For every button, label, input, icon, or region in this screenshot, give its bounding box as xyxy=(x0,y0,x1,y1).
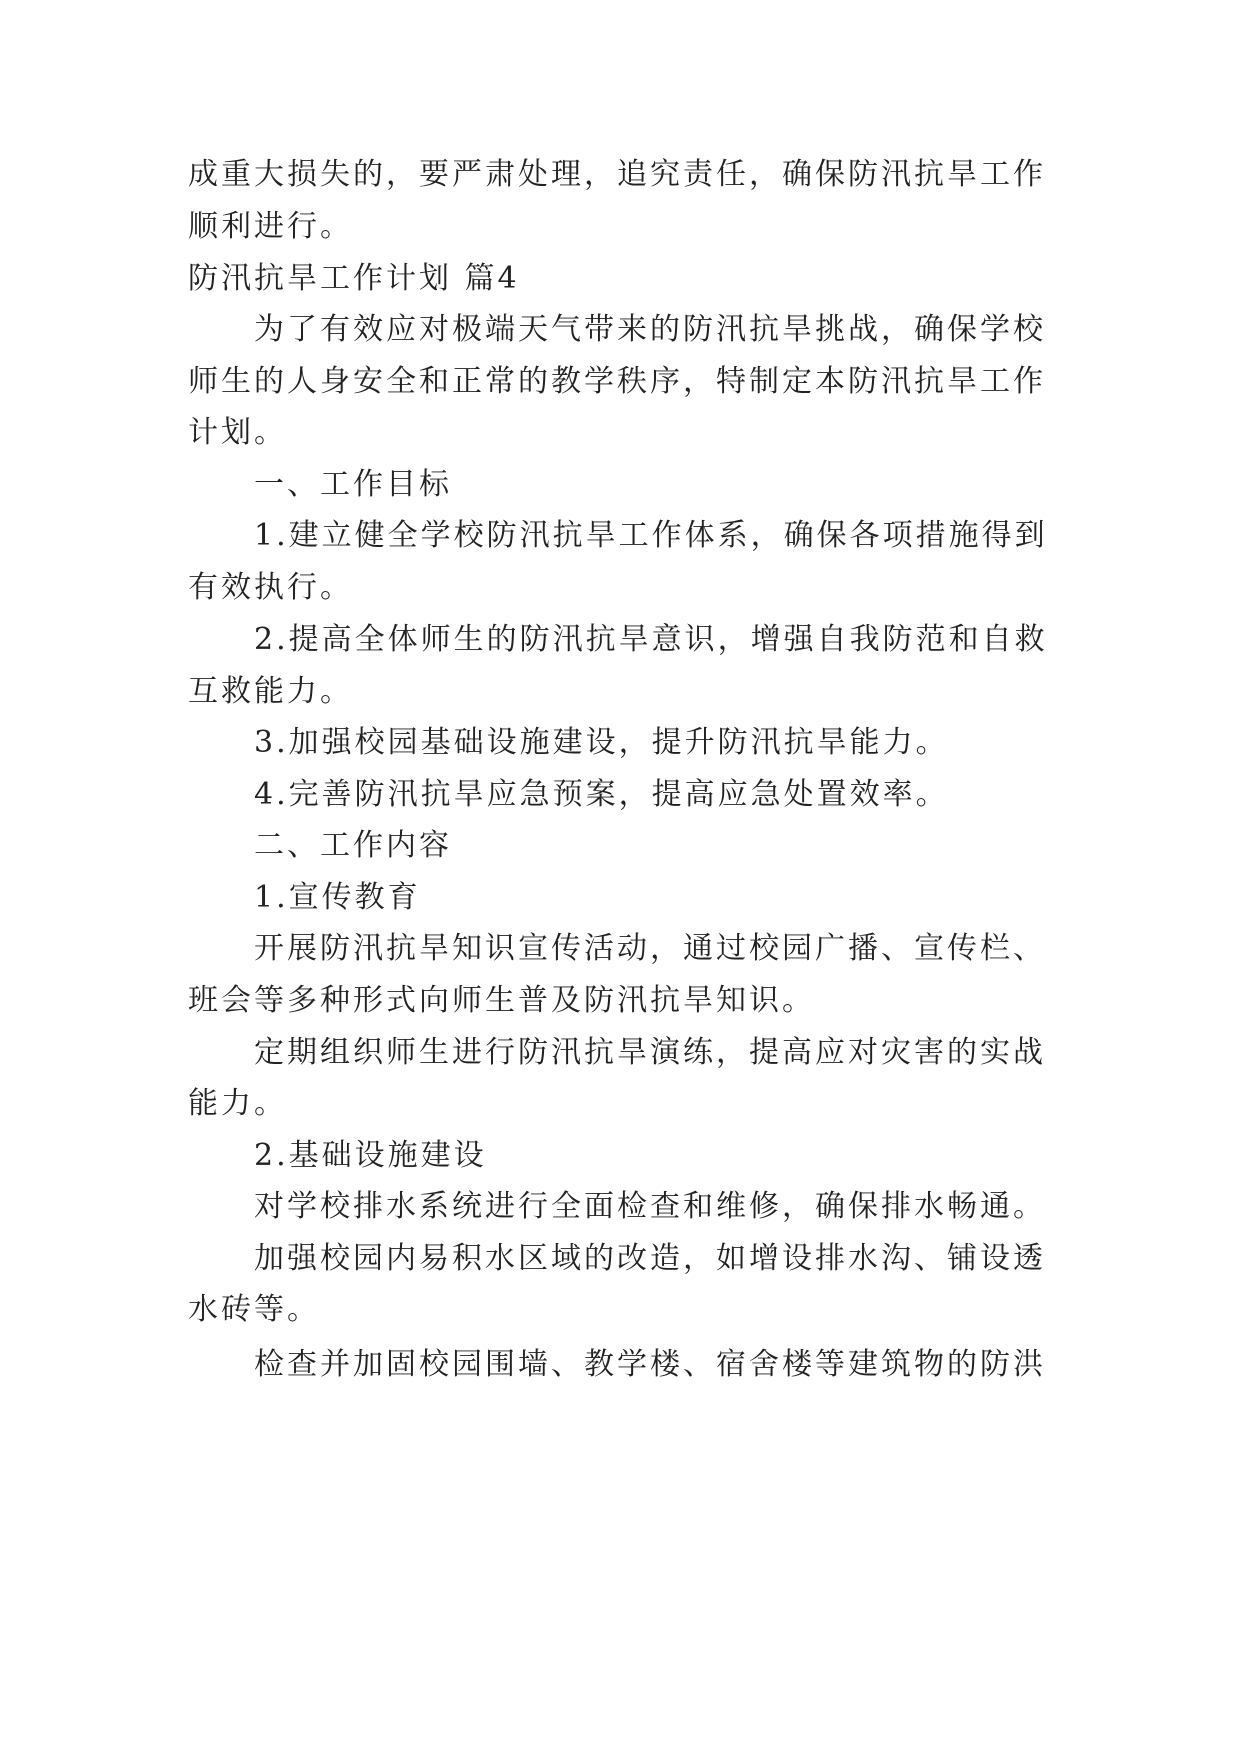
paragraph-line: 定期组织师生进行防汛抗旱演练，提高应对灾害的实战 xyxy=(254,1035,1046,1070)
paragraph-line: 师生的人身安全和正常的教学秩序，特制定本防汛抗旱工作 xyxy=(188,364,1046,399)
list-item-line: 互救能力。 xyxy=(188,674,353,709)
list-item-line: 4.完善防汛抗旱应急预案，提高应急处置效率。 xyxy=(254,777,949,812)
paragraph-line: 成重大损失的，要严肃处理，追究责任，确保防汛抗旱工作 xyxy=(188,157,1046,192)
paragraph-line: 检查并加固校园围墙、教学楼、宿舍楼等建筑物的防洪 xyxy=(254,1347,1046,1382)
list-item-line: 2.提高全体师生的防汛抗旱意识，增强自我防范和自救 xyxy=(254,622,1048,657)
subsection-heading: 一、工作目标 xyxy=(254,467,452,502)
list-item-line: 1.建立健全学校防汛抗旱工作体系，确保各项措施得到 xyxy=(254,518,1048,553)
list-heading: 1.宣传教育 xyxy=(254,880,421,915)
list-heading: 2.基础设施建设 xyxy=(254,1138,487,1173)
paragraph-line: 开展防汛抗旱知识宣传活动，通过校园广播、宣传栏、 xyxy=(254,931,1046,966)
section-heading: 防汛抗旱工作计划 篇4 xyxy=(188,261,520,296)
paragraph-line: 加强校园内易积水区域的改造，如增设排水沟、铺设透 xyxy=(254,1241,1046,1276)
paragraph-line: 班会等多种形式向师生普及防汛抗旱知识。 xyxy=(188,983,815,1018)
subsection-heading: 二、工作内容 xyxy=(254,828,452,863)
paragraph-line: 为了有效应对极端天气带来的防汛抗旱挑战，确保学校 xyxy=(254,312,1046,347)
paragraph-line: 对学校排水系统进行全面检查和维修，确保排水畅通。 xyxy=(254,1189,1046,1224)
list-item-line: 有效执行。 xyxy=(188,570,353,605)
list-item-line: 3.加强校园基础设施建设，提升防汛抗旱能力。 xyxy=(254,725,949,760)
paragraph-line: 顺利进行。 xyxy=(188,209,353,244)
paragraph-line: 能力。 xyxy=(188,1086,287,1121)
paragraph-line: 水砖等。 xyxy=(188,1292,320,1327)
paragraph-line: 计划。 xyxy=(188,415,287,450)
